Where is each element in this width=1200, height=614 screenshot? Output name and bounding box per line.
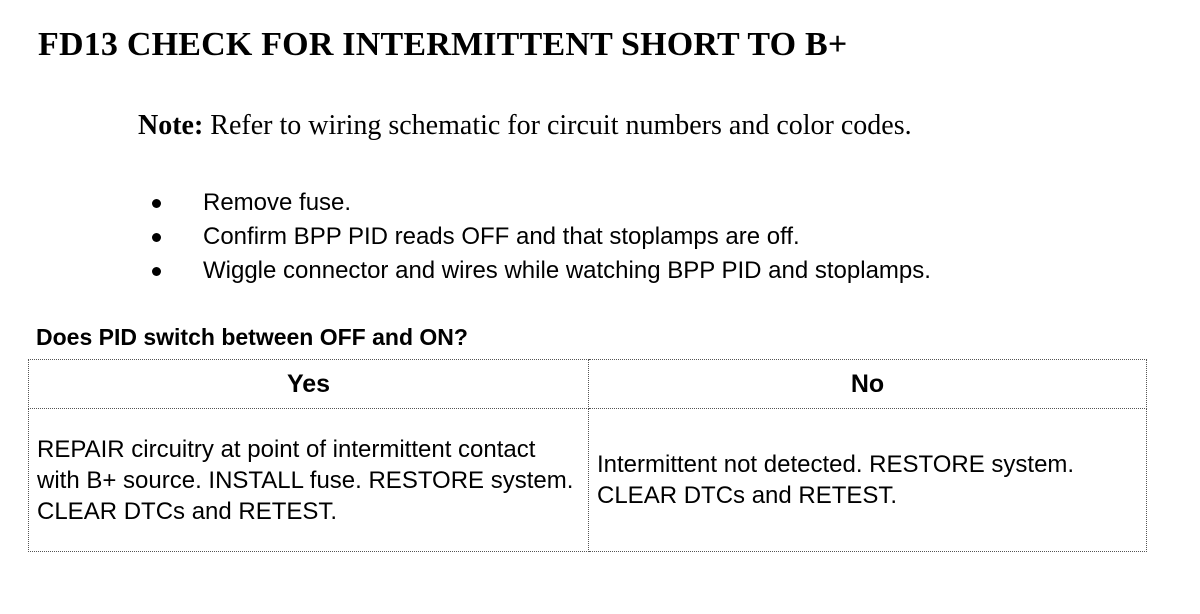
note xyxy=(138,110,912,142)
step-text: Confirm BPP PID reads OFF and that stoplamps are off. xyxy=(203,223,800,250)
page-title: FD13 CHECK FOR INTERMITTENT SHORT TO B+ xyxy=(38,26,848,63)
bullet-icon xyxy=(152,267,161,276)
no-action: Intermittent not detected. RESTORE system. CLEAR DTCs and RETEST. xyxy=(589,409,1147,552)
bullet-icon xyxy=(152,199,161,208)
note-label: Note: xyxy=(138,110,204,141)
header-yes: Yes xyxy=(29,360,589,409)
question: Does PID switch between OFF and ON? xyxy=(36,324,468,350)
table-header-row xyxy=(29,360,1147,409)
note-text: Refer to wiring schematic for circuit numbers and color codes. xyxy=(203,110,912,141)
table-row xyxy=(29,409,1147,552)
step-text: Wiggle connector and wires while watching BPP PID and stoplamps. xyxy=(203,257,931,284)
answer-table xyxy=(28,359,1147,552)
bullet-icon xyxy=(152,233,161,242)
header-no: No xyxy=(589,360,1147,409)
yes-action: REPAIR circuitry at point of intermittent contact with B+ source. INSTALL fuse. RESTORE system. CLEAR DTCs and RETEST. xyxy=(29,409,589,552)
step-text: Remove fuse. xyxy=(203,189,352,216)
